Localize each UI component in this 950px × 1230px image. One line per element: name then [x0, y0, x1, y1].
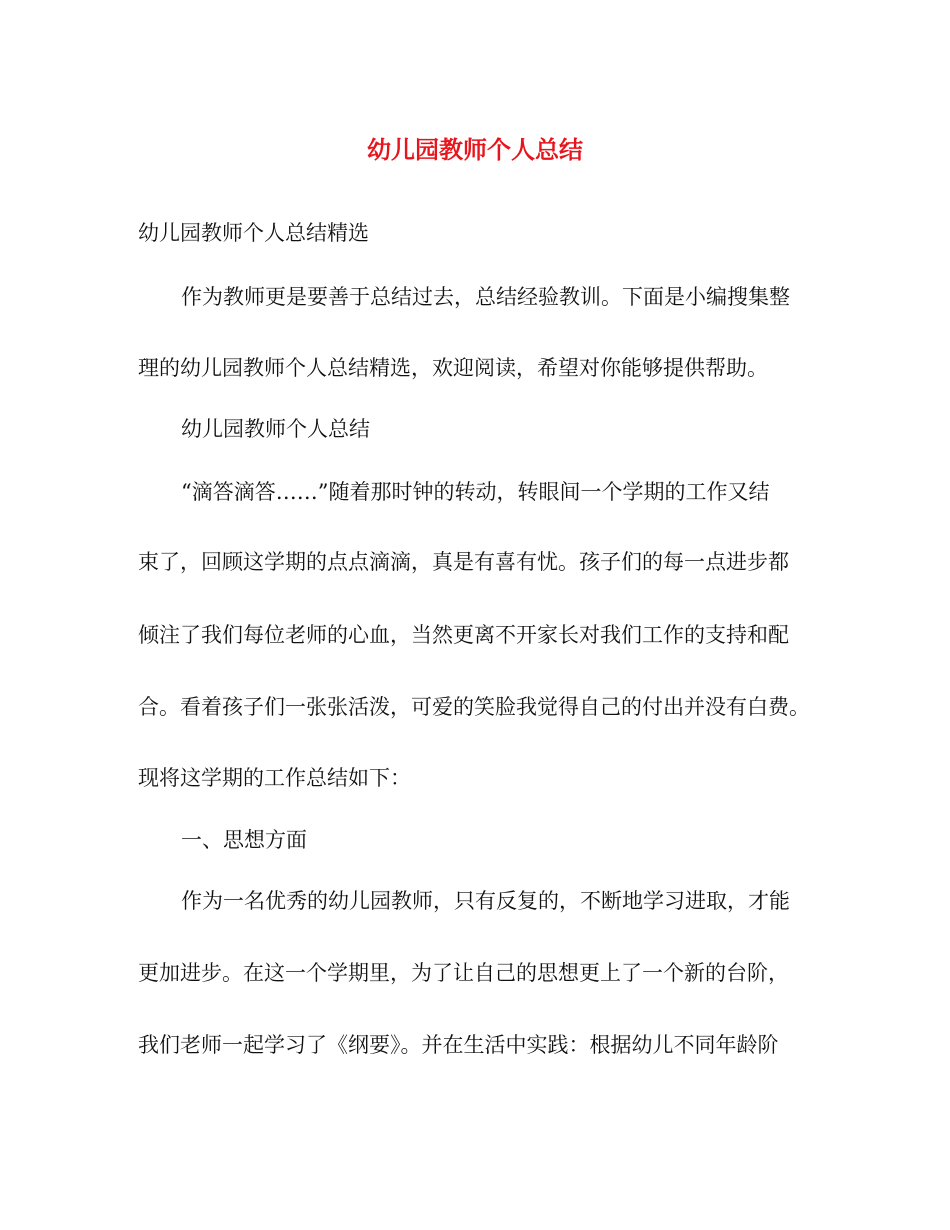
paragraph-line: 我们老师一起学习了《纲要》。并在生活中实践：根据幼儿不同年龄阶	[138, 1033, 779, 1057]
section-heading: 一、思想方面	[181, 828, 307, 852]
paragraph-line: “滴答滴答……”随着那时钟的转动，转眼间一个学期的工作又结	[181, 480, 770, 504]
paragraph-line: 倾注了我们每位老师的心血，当然更离不开家长对我们工作的支持和配	[138, 623, 789, 647]
paragraph-line: 作为教师更是要善于总结过去，总结经验教训。下面是小编搜集整	[181, 285, 790, 309]
paragraph-line: 合。看着孩子们一张张活泼，可爱的笑脸我觉得自己的付出并没有白费。	[138, 695, 810, 719]
paragraph-line: 现将这学期的工作总结如下：	[138, 766, 411, 790]
paragraph-line: 作为一名优秀的幼儿园教师，只有反复的，不断地学习进取，才能	[181, 889, 790, 913]
paragraph-line: 理的幼儿园教师个人总结精选，欢迎阅读，希望对你能够提供帮助。	[138, 356, 768, 380]
document-title: 幼儿园教师个人总结	[367, 135, 583, 164]
paragraph-line: 更加进步。在这一个学期里，为了让自己的思想更上了一个新的台阶，	[138, 961, 789, 985]
section-heading: 幼儿园教师个人总结	[181, 417, 370, 441]
paragraph-line: 束了，回顾这学期的点点滴滴，真是有喜有忧。孩子们的每一点进步都	[138, 550, 789, 574]
subtitle-line: 幼儿园教师个人总结精选	[138, 221, 369, 245]
